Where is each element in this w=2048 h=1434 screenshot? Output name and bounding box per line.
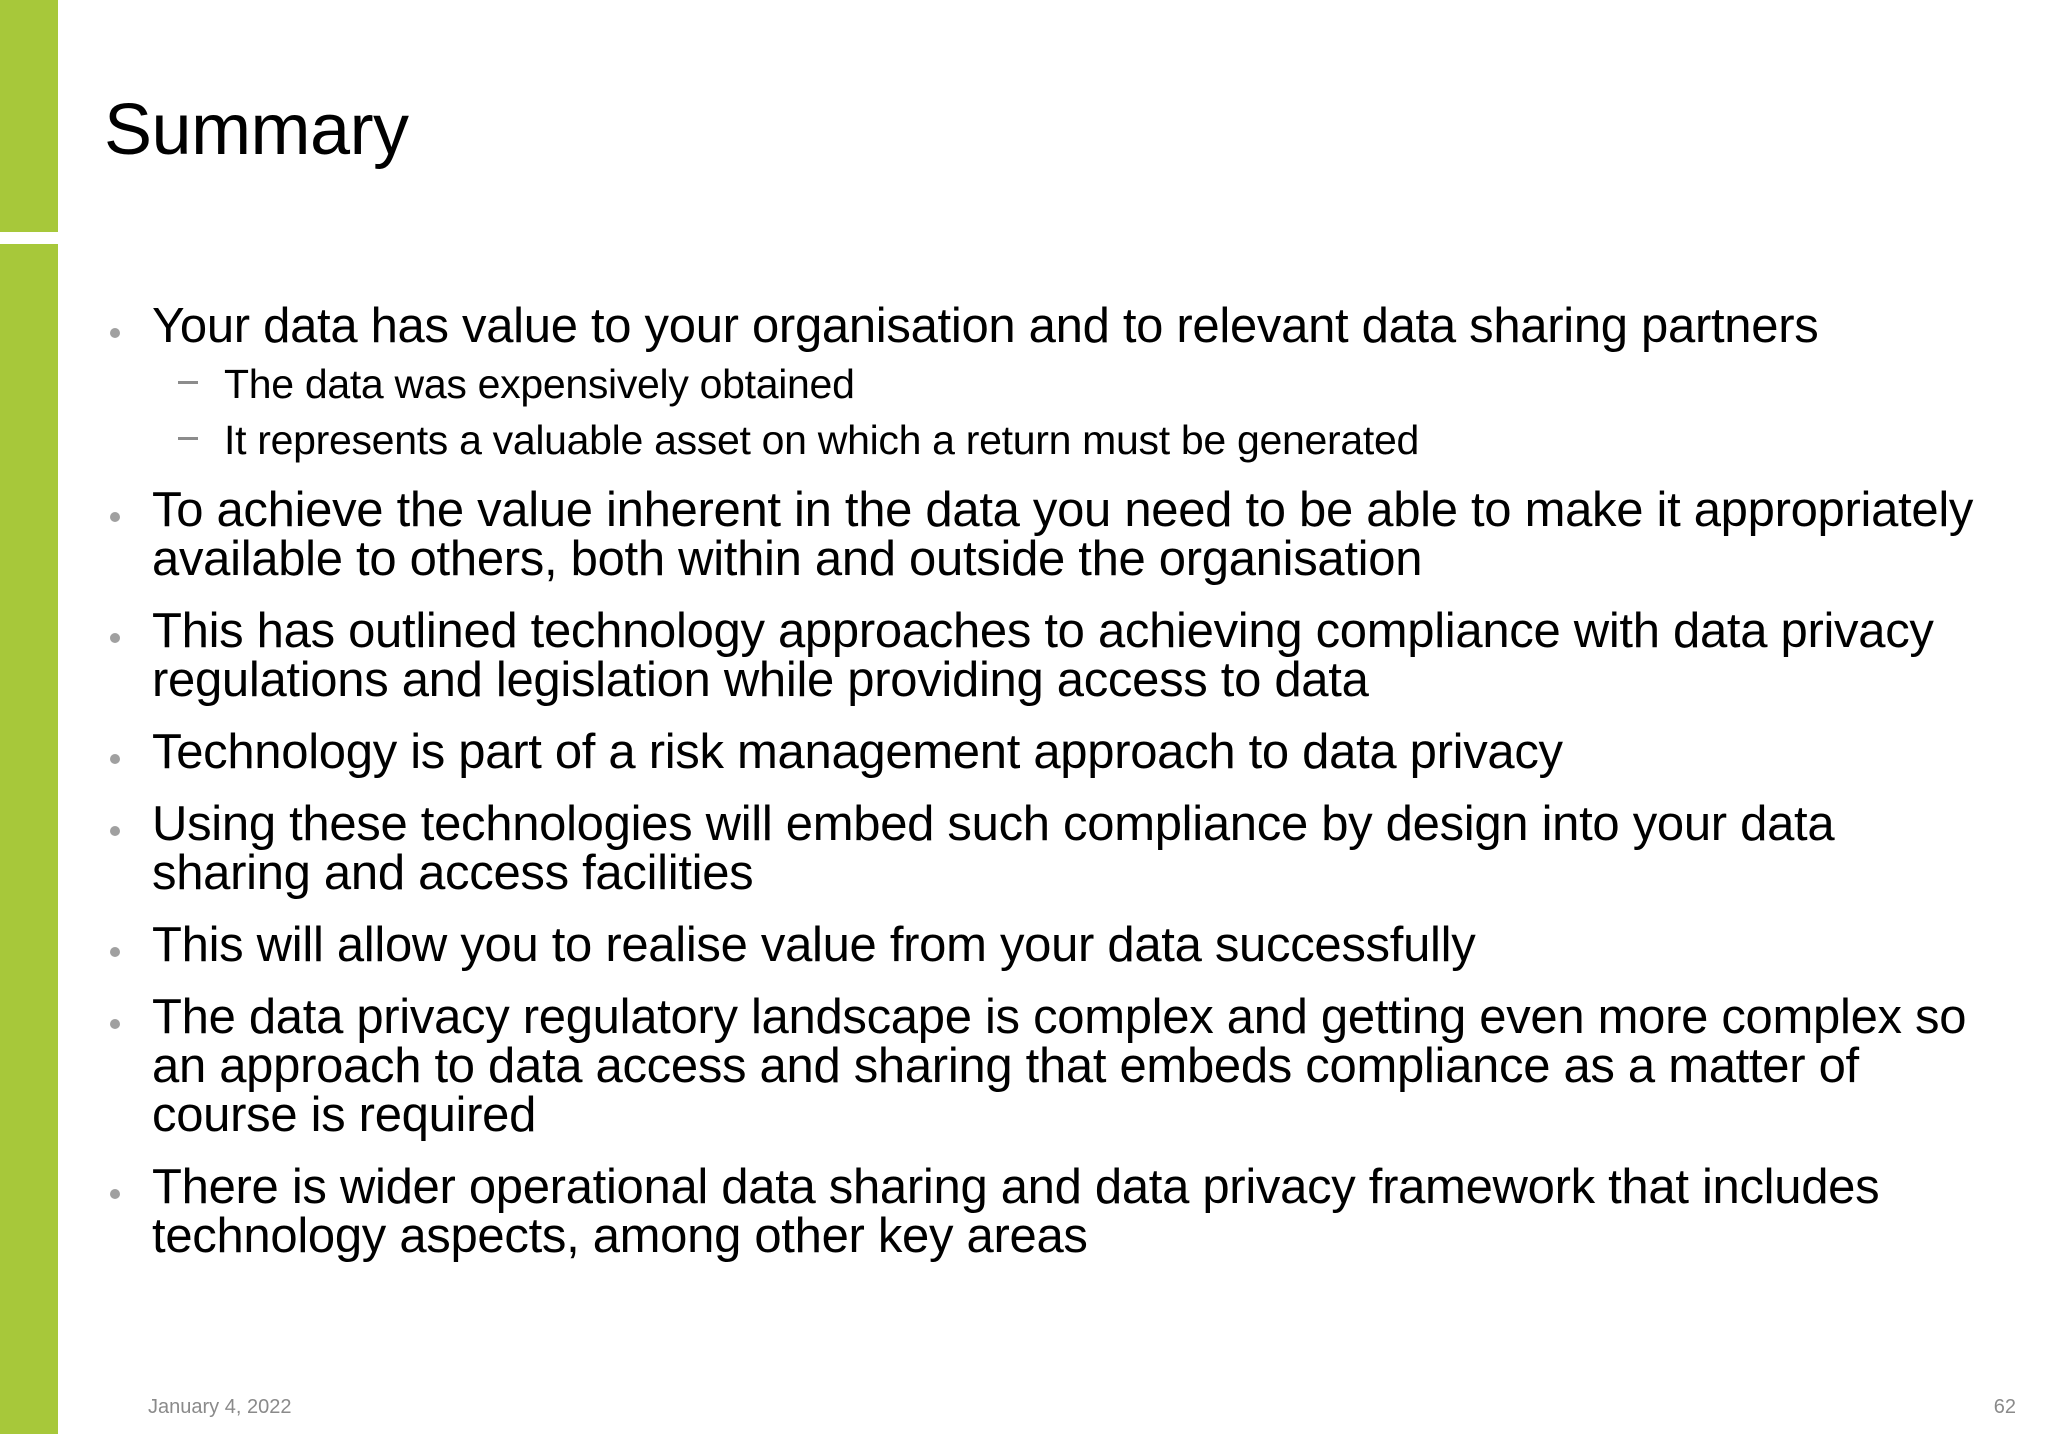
bullet-list <box>104 299 1984 1284</box>
bullet-item <box>104 1160 1984 1263</box>
bullet-item <box>104 918 1984 972</box>
bullet-dot-icon <box>110 947 120 957</box>
bullet-item <box>104 990 1984 1142</box>
accent-bar-top <box>0 0 58 232</box>
sub-bullet-text: It represents a valuable asset on which a return must be generated <box>224 417 1419 463</box>
bullet-text: Using these technologies will embed such compliance by design into your data sharing and access facilities <box>152 797 1835 900</box>
sub-bullet-list <box>152 361 1984 463</box>
bullet-text: The data privacy regulatory landscape is complex and getting even more complex so an approach to data access and sharing that embeds compliance as a matter of course is required <box>152 990 1967 1142</box>
slide-title: Summary <box>104 90 409 170</box>
bullet-text: This has outlined technology approaches to achieving compliance with data privacy regulations and legislation while providing access to data <box>152 604 1934 707</box>
bullet-dot-icon <box>110 754 120 764</box>
accent-bar-bottom <box>0 244 58 1434</box>
bullet-dot-icon <box>110 633 120 643</box>
page-number: 62 <box>1993 1396 2016 1418</box>
bullet-text: This will allow you to realise value from your data successfully <box>152 918 1476 972</box>
bullet-dot-icon <box>110 1189 120 1199</box>
sub-bullet-item <box>152 417 1984 463</box>
bullet-item <box>104 725 1984 779</box>
footer-date: January 4, 2022 <box>148 1396 292 1418</box>
dash-icon <box>178 381 198 384</box>
bullet-text: There is wider operational data sharing and data privacy framework that includes technology aspects, among other key areas <box>152 1160 1880 1263</box>
bullet-text: Your data has value to your organisation and to relevant data sharing partners <box>152 299 1819 353</box>
bullet-dot-icon <box>110 826 120 836</box>
bullet-text: To achieve the value inherent in the data you need to be able to make it appropriately available to others, both within and outside the organisation <box>152 483 1974 586</box>
dash-icon <box>178 437 198 440</box>
bullet-dot-icon <box>110 512 120 522</box>
bullet-item <box>104 483 1984 586</box>
bullet-dot-icon <box>110 1019 120 1029</box>
bullet-item <box>104 797 1984 900</box>
bullet-text: Technology is part of a risk management approach to data privacy <box>152 725 1563 779</box>
bullet-item <box>104 299 1984 463</box>
bullet-dot-icon <box>110 328 120 338</box>
sub-bullet-item <box>152 361 1984 407</box>
bullet-item <box>104 604 1984 707</box>
sub-bullet-text: The data was expensively obtained <box>224 361 855 407</box>
